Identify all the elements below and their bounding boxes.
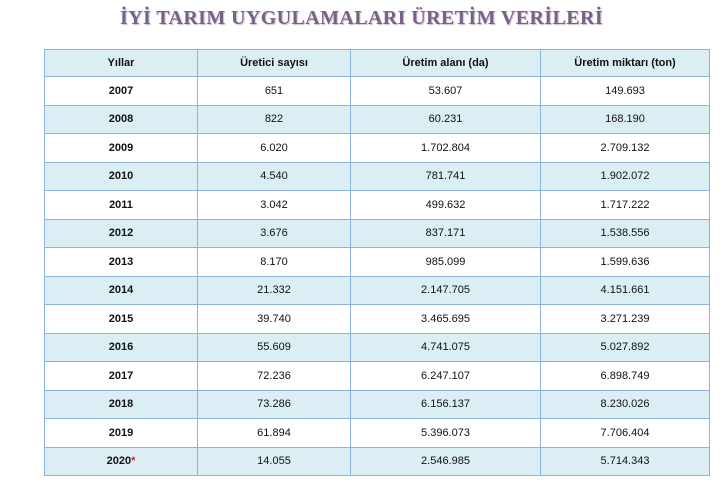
amount-cell: 6.898.749 <box>541 362 710 391</box>
table-row <box>45 276 710 305</box>
producers-cell: 8.170 <box>198 248 351 277</box>
table-row <box>45 333 710 362</box>
year-cell <box>45 105 198 134</box>
production-data-table <box>44 49 710 476</box>
area-cell: 985.099 <box>351 248 541 277</box>
area-cell: 6.156.137 <box>351 390 541 419</box>
year-cell <box>45 191 198 220</box>
year-cell <box>45 333 198 362</box>
year-cell <box>45 77 198 106</box>
year-value: 2020 <box>106 455 132 468</box>
amount-cell: 1.717.222 <box>541 191 710 220</box>
table-row <box>45 390 710 419</box>
year-cell <box>45 134 198 163</box>
year-cell <box>45 219 198 248</box>
amount-cell: 4.151.661 <box>541 276 710 305</box>
year-cell <box>45 305 198 334</box>
year-value: 2008 <box>108 113 134 126</box>
table-row <box>45 191 710 220</box>
amount-cell: 1.902.072 <box>541 162 710 191</box>
year-cell <box>45 390 198 419</box>
producers-cell: 6.020 <box>198 134 351 163</box>
producers-cell: 73.286 <box>198 390 351 419</box>
table-body <box>45 77 710 476</box>
area-cell: 5.396.073 <box>351 419 541 448</box>
producers-cell: 822 <box>198 105 351 134</box>
year-cell <box>45 362 198 391</box>
amount-cell: 5.027.892 <box>541 333 710 362</box>
area-cell: 837.171 <box>351 219 541 248</box>
amount-cell: 1.599.636 <box>541 248 710 277</box>
amount-cell: 2.709.132 <box>541 134 710 163</box>
table-row <box>45 219 710 248</box>
producers-cell: 55.609 <box>198 333 351 362</box>
area-cell: 6.247.107 <box>351 362 541 391</box>
year-value: 2009 <box>108 141 134 154</box>
year-cell <box>45 447 198 476</box>
table-header-row <box>45 50 710 77</box>
table-row <box>45 419 710 448</box>
provisional-asterisk: * <box>131 455 136 468</box>
year-value: 2016 <box>108 341 134 354</box>
table-row <box>45 447 710 476</box>
year-cell <box>45 248 198 277</box>
table-container <box>44 49 709 487</box>
year-cell <box>45 419 198 448</box>
amount-cell: 1.538.556 <box>541 219 710 248</box>
amount-cell: 168.190 <box>541 105 710 134</box>
producers-cell: 39.740 <box>198 305 351 334</box>
column-header-producers: Üretici sayısı <box>198 50 351 77</box>
area-cell: 781.741 <box>351 162 541 191</box>
amount-cell: 149.693 <box>541 77 710 106</box>
year-value: 2007 <box>108 84 134 97</box>
area-cell: 499.632 <box>351 191 541 220</box>
year-value: 2015 <box>108 312 134 325</box>
area-cell: 60.231 <box>351 105 541 134</box>
table-row <box>45 362 710 391</box>
amount-cell: 7.706.404 <box>541 419 710 448</box>
amount-cell: 3.271.239 <box>541 305 710 334</box>
producers-cell: 61.894 <box>198 419 351 448</box>
table-row <box>45 105 710 134</box>
table-row <box>45 77 710 106</box>
year-value: 2019 <box>108 426 134 439</box>
column-header-year: Yıllar <box>45 50 198 77</box>
producers-cell: 4.540 <box>198 162 351 191</box>
amount-cell: 8.230.026 <box>541 390 710 419</box>
year-value: 2018 <box>108 398 134 411</box>
column-header-amount: Üretim miktarı (ton) <box>541 50 710 77</box>
year-value: 2011 <box>109 198 133 211</box>
producers-cell: 72.236 <box>198 362 351 391</box>
column-header-area: Üretim alanı (da) <box>351 50 541 77</box>
year-cell <box>45 162 198 191</box>
table-row <box>45 248 710 277</box>
table-row <box>45 134 710 163</box>
area-cell: 4.741.075 <box>351 333 541 362</box>
year-cell <box>45 276 198 305</box>
producers-cell: 3.676 <box>198 219 351 248</box>
area-cell: 53.607 <box>351 77 541 106</box>
year-value: 2012 <box>108 227 134 240</box>
year-value: 2010 <box>108 170 134 183</box>
year-value: 2013 <box>108 255 134 268</box>
area-cell: 2.147.705 <box>351 276 541 305</box>
year-value: 2017 <box>108 369 134 382</box>
table-row <box>45 162 710 191</box>
producers-cell: 14.055 <box>198 447 351 476</box>
producers-cell: 21.332 <box>198 276 351 305</box>
producers-cell: 3.042 <box>198 191 351 220</box>
year-value: 2014 <box>108 284 134 297</box>
area-cell: 1.702.804 <box>351 134 541 163</box>
amount-cell: 5.714.343 <box>541 447 710 476</box>
page-title: İYİ TARIM UYGULAMALARI ÜRETİM VERİLERİ <box>119 7 604 29</box>
table-row <box>45 305 710 334</box>
area-cell: 2.546.985 <box>351 447 541 476</box>
producers-cell: 651 <box>198 77 351 106</box>
area-cell: 3.465.695 <box>351 305 541 334</box>
